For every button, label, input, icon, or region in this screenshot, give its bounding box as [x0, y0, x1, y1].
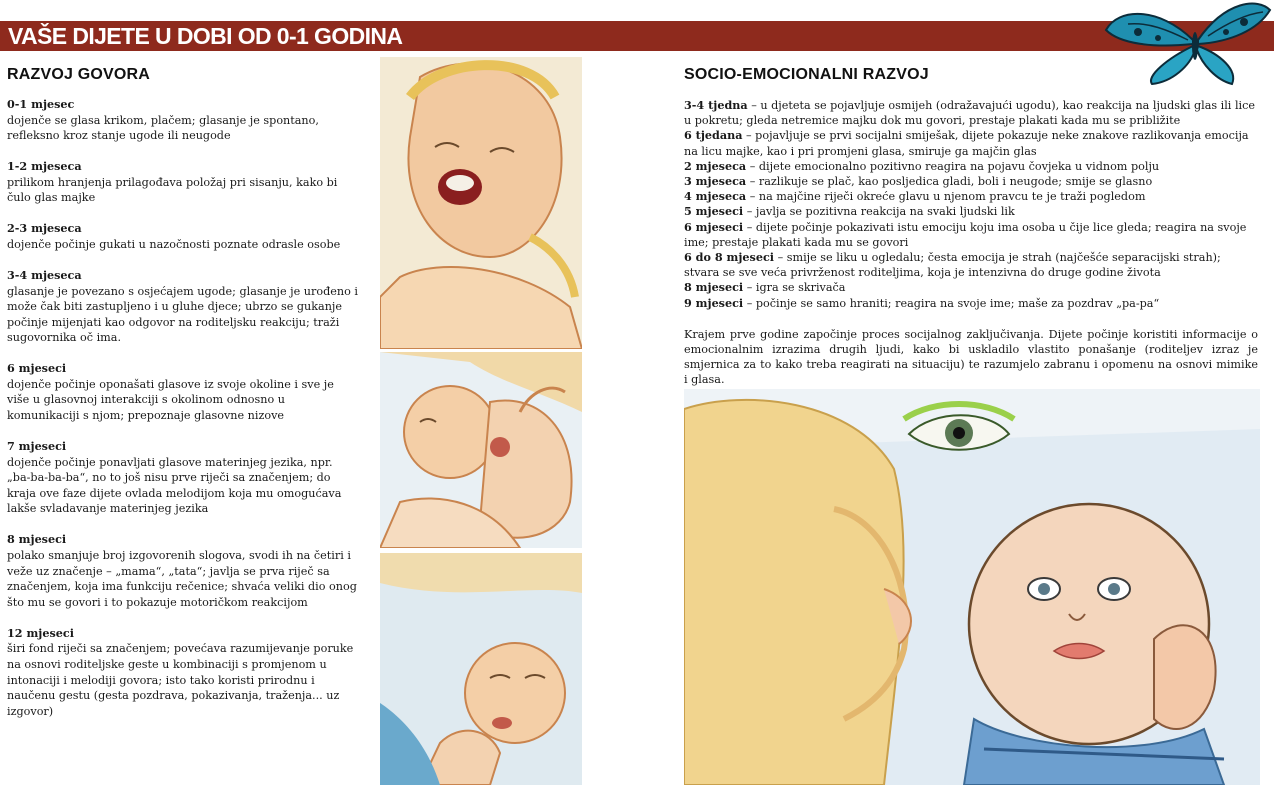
- page-title: VAŠE DIJETE U DOBI OD 0-1 GODINA: [8, 23, 403, 49]
- milestone-item: [7, 97, 359, 144]
- milestone-age: 2-3 mjeseca: [7, 221, 82, 236]
- milestone-text: dojenče počinje oponašati glasove iz svoje okoline i sve je više u glasovnoj interakciji s okolinom odnosno u komunikaciji s njom; prepoznaje glasovne nizove: [7, 377, 334, 423]
- milestone-text: – dijete počinje pokazivati istu emociju koju ima osoba u čije lice gleda; reagira na svoje ime; prestaje plakati kada mu se govori: [684, 220, 1247, 249]
- milestone-text: dojenče se glasa krikom, plačem; glasanje je spontano, refleksno kroz stanje ugode ili neugode: [7, 113, 319, 143]
- mother-baby-illustration: [684, 389, 1260, 785]
- milestone-item: [7, 361, 359, 423]
- list-item: [684, 128, 1258, 158]
- milestone-item: [7, 439, 359, 517]
- milestone-text: dojenče počinje gukati u nazočnosti poznate odrasle osobe: [7, 237, 341, 251]
- milestone-item: [7, 626, 359, 720]
- milestone-age: 9 mjeseci: [684, 295, 744, 310]
- summary-paragraph: Krajem prve godine započinje proces socijalnog zaključivanja. Dijete počinje koristiti informacije o emocionalnim izrazima drugih ljudi, kako bi uskladilo vlastito ponašanje (roditeljev izraz je smjernica za to kako treba reagirati na situaciju) te razumjelo zabranu i opomenu na osnovi mimike i glasa.: [684, 327, 1258, 387]
- milestone-text: dojenče počinje ponavljati glasove materinjeg jezika, npr. „ba-ba-ba-ba“, no to još nisu prve riječi sa značenjem; do kraja ove faze dijete ovlada melodijom koja mu omogućava lakše svladavanje materinjeg jezika: [7, 455, 342, 516]
- list-item: [684, 280, 1258, 295]
- milestone-text: polako smanjuje broj izgovorenih slogova, svodi ih na četiri i veže uz značenje – „mama“, „tata“; javlja se prva riječ sa značenjem, koja ima funkciju rečenice; shvaća veliki dio onog što mu se govori i to pokazuje motoričkom reakcijom: [7, 549, 357, 609]
- milestone-age: 6 mjeseci: [684, 219, 744, 234]
- milestone-age: 1-2 mjeseca: [7, 159, 82, 174]
- milestone-text: – dijete emocionalno pozitivno reagira na pojavu čovjeka u vidnom polju: [746, 159, 1160, 173]
- crying-baby-illustration: [380, 57, 582, 349]
- milestone-item: [7, 532, 359, 610]
- breastfeeding-illustration: [380, 352, 582, 548]
- milestone-age: 6 do 8 mjeseci: [684, 250, 775, 265]
- milestone-age: 3-4 mjeseca: [7, 267, 82, 282]
- list-item: [684, 204, 1258, 219]
- milestone-age: 8 mjeseci: [684, 280, 744, 295]
- milestone-text: – na majčine riječi okreće glavu u njenom pravcu te je traži pogledom: [746, 190, 1146, 204]
- milestone-text: – pojavljuje se prvi socijalni smiješak, dijete pokazuje neke znakove razlikovanja emocija na licu majke, kao i pri promjeni glasa, smiruje ga majčin glas: [684, 129, 1249, 158]
- milestone-item: [7, 159, 359, 206]
- social-milestone-list: [684, 98, 1258, 311]
- list-item: [684, 174, 1258, 189]
- milestone-item: [7, 221, 359, 252]
- milestone-age: 0-1 mjesec: [7, 97, 75, 111]
- milestone-age: 12 mjeseci: [7, 625, 74, 640]
- milestone-text: – igra se skrivača: [743, 281, 846, 295]
- list-item: [684, 296, 1258, 311]
- butterfly-icon: [1098, 0, 1274, 86]
- list-item: [684, 98, 1258, 128]
- milestone-text: glasanje je povezano s osjećajem ugode; glasanje je urođeno i može čak biti zastupljeno i u gluhe djece; ubrzo se gukanje počinje mijenjati kao odgovor na roditeljsku reakciju; traži sugovornika oč ima.: [7, 284, 358, 345]
- title-banner: [0, 21, 1274, 51]
- milestone-age: 3 mjeseca: [684, 174, 747, 189]
- milestone-text: – smije se liku u ogledalu; česta emocija je strah (najčešće separacijski strah); stvara se sve veća privrženost roditeljima, koja je intenzivna do druge godine života: [684, 251, 1221, 280]
- milestone-age: 4 mjeseca: [684, 189, 747, 204]
- list-item: [684, 189, 1258, 204]
- milestone-text: širi fond riječi sa značenjem; povećava razumijevanje poruke na osnovi roditeljske geste u kombinaciji s promjenom u intonaciji i melodiji govora; isto tako koristi prirodnu i naučenu gestu (gesta pozdrava, pokazivanja, traženja... uz izgovor): [7, 642, 354, 718]
- milestone-age: 7 mjeseci: [7, 439, 67, 454]
- language-section-heading: RAZVOJ GOVORA: [7, 66, 151, 83]
- social-milestones: [684, 98, 1258, 388]
- milestone-text: – javlja se pozitivna reakcija na svaki ljudski lik: [743, 205, 1015, 219]
- baby-eating-illustration: [380, 553, 582, 785]
- language-milestones: [7, 97, 359, 735]
- milestone-text: – počinje se samo hraniti; reagira na svoje ime; maše za pozdrav „pa-pa“: [743, 296, 1160, 310]
- milestone-age: 3-4 tjedna: [684, 98, 748, 112]
- milestone-age: 8 mjeseci: [7, 532, 67, 547]
- milestone-text: – u djeteta se pojavljuje osmijeh (odražavajući ugodu), kao reakcija na ljudski glas ili lice u pokretu; gleda netremice majku dok mu govori, prestaje plakati kada mu se približite: [684, 99, 1255, 128]
- milestone-age: 6 mjeseci: [7, 361, 67, 376]
- milestone-text: prilikom hranjenja prilagođava položaj pri sisanju, kako bi čulo glas majke: [7, 175, 338, 205]
- milestone-item: [7, 268, 359, 346]
- milestone-age: 5 mjeseci: [684, 204, 744, 219]
- social-section-heading: SOCIO-EMOCIONALNI RAZVOJ: [684, 66, 929, 83]
- milestone-age: 2 mjeseca: [684, 158, 747, 173]
- list-item: [684, 159, 1258, 174]
- list-item: [684, 250, 1258, 280]
- milestone-text: – razlikuje se plač, kao posljedica gladi, boli i neugode; smije se glasno: [746, 175, 1153, 189]
- milestone-age: 6 tjedana: [684, 128, 743, 143]
- list-item: [684, 220, 1258, 250]
